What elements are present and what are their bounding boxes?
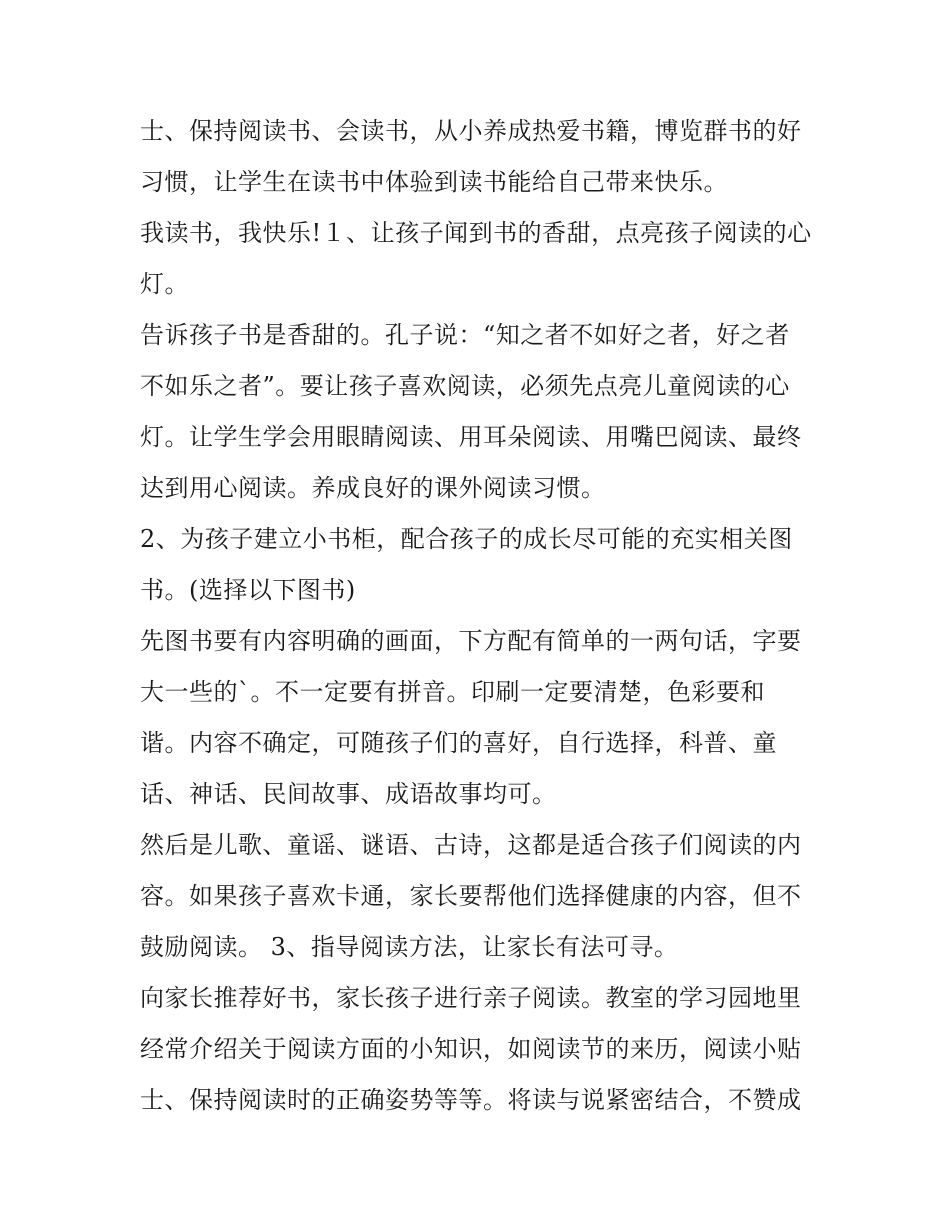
text-line: 习惯，让学生在读书中体验到读书能给自己带来快乐。 [140, 168, 728, 196]
text-line: 我读书，我快乐!１、让孩子闻到书的香甜，点亮孩子阅读的心 [140, 219, 812, 247]
text-line: 经常介绍关于阅读方面的小知识，如阅读节的来历，阅读小贴 [140, 1035, 802, 1063]
text-line: 2、为孩子建立小书柜，配合孩子的成长尽可能的充实相关图 [140, 525, 793, 553]
text-line: 达到用心阅读。养成良好的课外阅读习惯。 [140, 474, 606, 502]
text-line: 士、保持阅读书、会读书，从小养成热爱书籍，博览群书的好 [140, 117, 802, 145]
text-line: 灯。 [140, 270, 189, 298]
text-line: 容。如果孩子喜欢卡通，家长要帮他们选择健康的内容，但不 [140, 882, 802, 910]
text-line: 向家长推荐好书，家长孩子进行亲子阅读。教室的学习园地里 [140, 984, 802, 1012]
text-line: 灯。让学生学会用眼睛阅读、用耳朵阅读、用嘴巴阅读、最终 [140, 423, 802, 451]
body-text [140, 106, 830, 1126]
text-line: 士、保持阅读时的正确姿势等等。将读与说紧密结合，不赞成 [140, 1086, 802, 1114]
text-line: 谐。内容不确定，可随孩子们的喜好，自行选择，科普、童 [140, 729, 777, 757]
text-line: 话、神话、民间故事、成语故事均可。 [140, 780, 557, 808]
text-line: 书。(选择以下图书) [140, 576, 356, 604]
text-line: 不如乐之者”。要让孩子喜欢阅读，必须先点亮儿童阅读的心 [140, 372, 790, 400]
text-line: 大一些的`。不一定要有拼音。印刷一定要清楚，色彩要和 [140, 678, 765, 706]
text-line: 先图书要有内容明确的画面，下方配有简单的一两句话，字要 [140, 627, 802, 655]
text-line: 告诉孩子书是香甜的。孔子说：“知之者不如好之者，好之者 [140, 321, 790, 349]
text-line: 然后是儿歌、童谣、谜语、古诗，这都是适合孩子们阅读的内 [140, 831, 802, 859]
text-line: 鼓励阅读。 3、指导阅读方法，让家长有法可寻。 [140, 933, 679, 961]
